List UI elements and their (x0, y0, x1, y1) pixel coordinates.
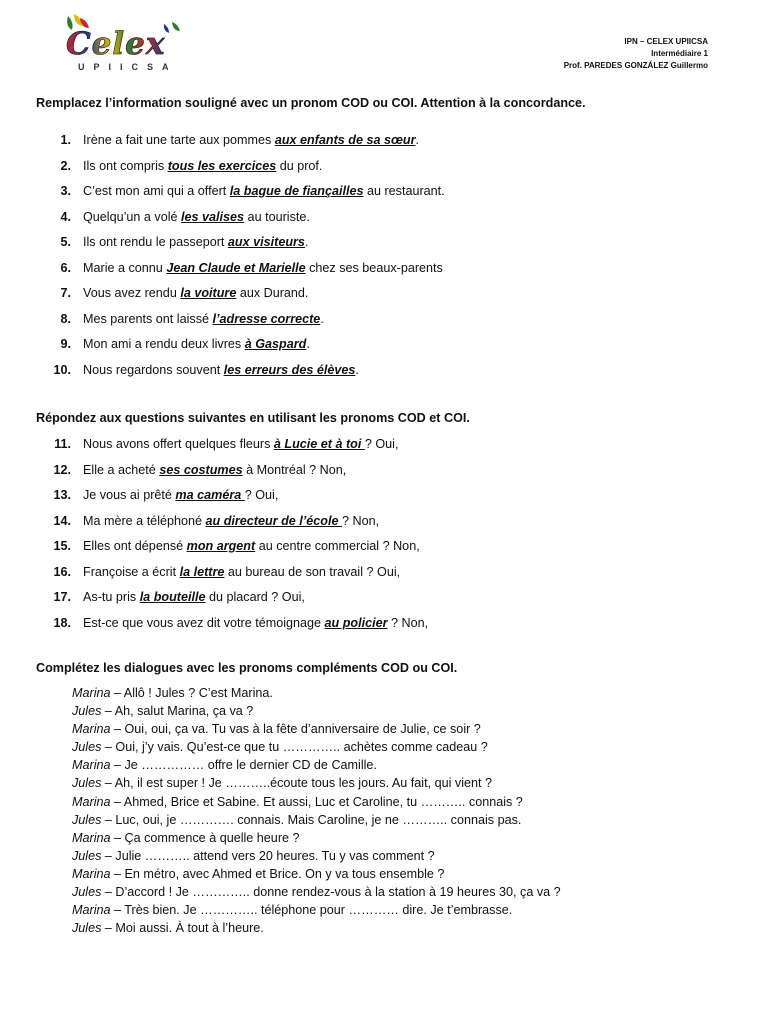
item-number: 1. (60, 133, 71, 147)
item-text (83, 362, 359, 378)
item-text-after: au centre commercial ? Non, (255, 539, 420, 553)
item-number: 7. (60, 286, 71, 300)
item-number: 9. (60, 337, 71, 351)
item-text-before: Nous regardons souvent (83, 362, 224, 377)
item-text-after: ? Oui, (244, 488, 279, 502)
item-number: 14. (53, 513, 71, 528)
section2-title: Répondez aux questions suivantes en utilisant les pronoms COD et COI. (36, 411, 470, 425)
dialogue-line (72, 830, 561, 848)
speaker-name: Jules (72, 885, 102, 900)
item-text-after: au bureau de son travail ? Oui, (224, 564, 401, 579)
exercise-item (36, 487, 428, 513)
item-text-before: Quelqu’un a volé (83, 209, 182, 224)
item-text-before: Ils ont rendu le passeport (83, 235, 228, 249)
item-text-before: Ils ont compris (83, 158, 168, 173)
item-text-before: Nous avons offert quelques fleurs (83, 437, 274, 451)
item-text-before: Elles ont dépensé (83, 539, 187, 553)
page-header (0, 0, 768, 80)
speaker-name: Jules (72, 812, 102, 827)
item-text (83, 615, 428, 631)
header-teacher: Prof. PAREDES GONZÁLEZ Guillermo (563, 61, 708, 70)
dialogue-text: – Ah, il est super ! Je ………..écoute tous les jours. Au fait, qui vient ? (101, 776, 493, 791)
item-number: 18. (53, 615, 71, 630)
header-info (564, 36, 708, 72)
item-number: 2. (60, 158, 71, 173)
item-text-after: du placard ? Oui, (205, 590, 305, 604)
item-number: 13. (53, 488, 71, 502)
dialogue-line (72, 794, 561, 812)
underlined-phrase: aux visiteurs (227, 235, 305, 249)
header-institution: IPN – CELEX UPIICSA (624, 37, 708, 46)
dialogue-line (72, 866, 561, 884)
dialogue-text: – Je …………… offre le dernier CD de Camille. (110, 758, 377, 773)
dialogue-text: – Oui, oui, ça va. Tu vas à la fête d’anniversaire de Julie, ce soir ? (110, 722, 481, 737)
logo-subtitle: UPIICSA (78, 62, 178, 72)
speaker-name: Marina (72, 903, 111, 918)
item-text-before: C’est mon ami qui a offert (83, 184, 230, 198)
exercise-item (36, 260, 445, 286)
item-text (83, 158, 322, 174)
exercise-item (36, 564, 428, 590)
dialogue-line (72, 920, 561, 938)
underlined-phrase: les valises (181, 209, 245, 224)
dialogue-line (72, 902, 561, 920)
dialogue-text: – Oui, j’y vais. Qu’est-ce que tu ………….. achètes comme cadeau ? (101, 740, 488, 755)
item-text (83, 209, 310, 225)
item-text-before: Elle a acheté (83, 462, 160, 477)
item-text-after: . (306, 337, 310, 351)
underlined-phrase: aux enfants de sa sœur (274, 133, 416, 147)
dialogue-line (72, 812, 561, 830)
underlined-phrase: au directeur de l’école (205, 513, 342, 528)
section1-title: Remplacez l’information souligné avec un pronom COD ou COI. Attention à la concordance. (36, 96, 586, 110)
header-level: Intermédiaire 1 (651, 49, 708, 58)
exercise-item (36, 336, 445, 362)
speaker-name: Marina (72, 722, 111, 737)
item-text-after: . (355, 362, 359, 377)
underlined-phrase: l’adresse correcte (212, 311, 321, 326)
dialogue-line (72, 757, 561, 775)
item-text-after: ? Non, (342, 513, 380, 528)
item-number: 4. (60, 209, 71, 224)
exercise-item (36, 311, 445, 337)
item-text-after: . (304, 235, 309, 249)
speaker-name: Marina (72, 830, 111, 845)
item-text (83, 234, 308, 250)
item-text-after: ? Non, (387, 615, 429, 630)
item-number: 5. (60, 235, 71, 249)
dialogue-list (72, 685, 561, 938)
exercise-item (36, 513, 428, 539)
exercise-item (36, 132, 445, 158)
item-text (83, 513, 379, 529)
speaker-name: Jules (72, 704, 102, 719)
item-text-after: au touriste. (244, 209, 310, 224)
dialogue-line (72, 775, 561, 793)
dialogue-text: – Ah, salut Marina, ça va ? (101, 704, 254, 719)
item-text (83, 589, 305, 605)
dialogue-text: – En métro, avec Ahmed et Brice. On y va tous ensemble ? (110, 866, 445, 881)
dialogue-line (72, 884, 561, 902)
underlined-phrase: la bague de fiançailles (229, 184, 364, 198)
speaker-name: Marina (72, 686, 111, 700)
exercise-item (36, 538, 428, 564)
dialogue-line (72, 721, 561, 739)
underlined-phrase: Jean Claude et Marielle (166, 260, 306, 275)
underlined-phrase: la lettre (179, 564, 225, 579)
item-number: 15. (53, 539, 71, 553)
logo-wordmark: Celex (66, 26, 166, 62)
dialogue-text: – D’accord ! Je ………….. donne rendez-vous à la station à 19 heures 30, ça va ? (101, 885, 561, 900)
item-text-before: Mon ami a rendu deux livres (83, 337, 245, 351)
dialogue-line (72, 685, 561, 703)
celex-logo (60, 12, 190, 78)
item-text-after: du prof. (276, 158, 323, 173)
item-number: 11. (54, 437, 71, 451)
speaker-name: Marina (72, 866, 111, 881)
exercise-item (36, 615, 428, 641)
item-text-after: à Montréal ? Non, (242, 462, 347, 477)
item-text-before: Je vous ai prêté (83, 488, 176, 502)
speaker-name: Jules (72, 921, 102, 936)
exercise-item (36, 589, 428, 615)
dialogue-text: – Ahmed, Brice et Sabine. Et aussi, Luc et Caroline, tu ……….. connais ? (110, 794, 523, 809)
item-text-before: Irène a fait une tarte aux pommes (83, 133, 275, 147)
item-number: 3. (60, 184, 71, 198)
dialogue-text: – Luc, oui, je …………. connais. Mais Caroline, je ne ……….. connais pas. (101, 812, 522, 827)
item-text-before: Ma mère a téléphoné (83, 513, 206, 528)
item-text-after: ? Oui, (364, 437, 399, 451)
item-number: 10. (53, 362, 71, 377)
underlined-phrase: tous les exercices (167, 158, 277, 173)
item-text-before: Françoise a écrit (83, 564, 180, 579)
item-text-before: Vous avez rendu (83, 286, 181, 300)
exercise-item (36, 158, 445, 184)
dialogue-text: – Ça commence à quelle heure ? (110, 830, 300, 845)
item-text (83, 311, 324, 327)
dialogue-text: – Très bien. Je ………….. téléphone pour ………… dire. Je t’embrasse. (110, 903, 513, 918)
underlined-phrase: mon argent (186, 539, 256, 553)
exercise-item (36, 362, 445, 388)
exercise-item (36, 209, 445, 235)
item-text (83, 487, 278, 503)
section3-title: Complétez les dialogues avec les pronoms compléments COD ou COI. (36, 661, 458, 675)
dialogue-line (72, 739, 561, 757)
item-number: 17. (53, 590, 71, 604)
item-number: 12. (53, 462, 71, 477)
item-text-after: aux Durand. (236, 286, 309, 300)
item-text (83, 132, 419, 148)
item-text-after: . (415, 133, 419, 147)
exercise2-list (36, 436, 428, 640)
item-text (83, 538, 420, 554)
exercise1-list (36, 132, 445, 387)
item-text (83, 462, 346, 478)
underlined-phrase: à Gaspard (244, 337, 307, 351)
underlined-phrase: au policier (324, 615, 388, 630)
underlined-phrase: ma caméra (175, 488, 245, 502)
underlined-phrase: la bouteille (139, 590, 206, 604)
item-text-before: As-tu pris (83, 590, 140, 604)
dialogue-text: – Julie ……….. attend vers 20 heures. Tu y vas comment ? (101, 848, 435, 863)
dialogue-line (72, 848, 561, 866)
item-number: 8. (60, 311, 71, 326)
speaker-name: Marina (72, 758, 111, 773)
dialogue-text: – Allô ! Jules ? C’est Marina. (110, 686, 273, 700)
dialogue-line (72, 703, 561, 721)
exercise-item (36, 183, 445, 209)
item-text-before: Est-ce que vous avez dit votre témoignage (83, 615, 325, 630)
underlined-phrase: à Lucie et à toi (273, 437, 365, 451)
exercise-item (36, 462, 428, 488)
item-text (83, 436, 398, 452)
speaker-name: Jules (72, 740, 102, 755)
item-text-after: . (320, 311, 324, 326)
item-text (83, 183, 445, 199)
speaker-name: Marina (72, 794, 111, 809)
item-text-before: Mes parents ont laissé (83, 311, 213, 326)
speaker-name: Jules (72, 776, 102, 791)
item-text (83, 336, 310, 352)
item-text-before: Marie a connu (83, 260, 167, 275)
item-text-after: chez ses beaux-parents (305, 260, 443, 275)
underlined-phrase: la voiture (180, 286, 237, 300)
item-text (83, 260, 443, 276)
item-text (83, 285, 308, 301)
item-number: 16. (53, 564, 71, 579)
item-number: 6. (60, 260, 71, 275)
underlined-phrase: les erreurs des élèves (223, 362, 356, 377)
speaker-name: Jules (72, 848, 102, 863)
dialogue-text: – Moi aussi. À tout à l’heure. (101, 921, 264, 936)
exercise-item (36, 436, 428, 462)
underlined-phrase: ses costumes (159, 462, 243, 477)
exercise-item (36, 285, 445, 311)
item-text-after: au restaurant. (363, 184, 445, 198)
item-text (83, 564, 400, 580)
exercise-item (36, 234, 445, 260)
